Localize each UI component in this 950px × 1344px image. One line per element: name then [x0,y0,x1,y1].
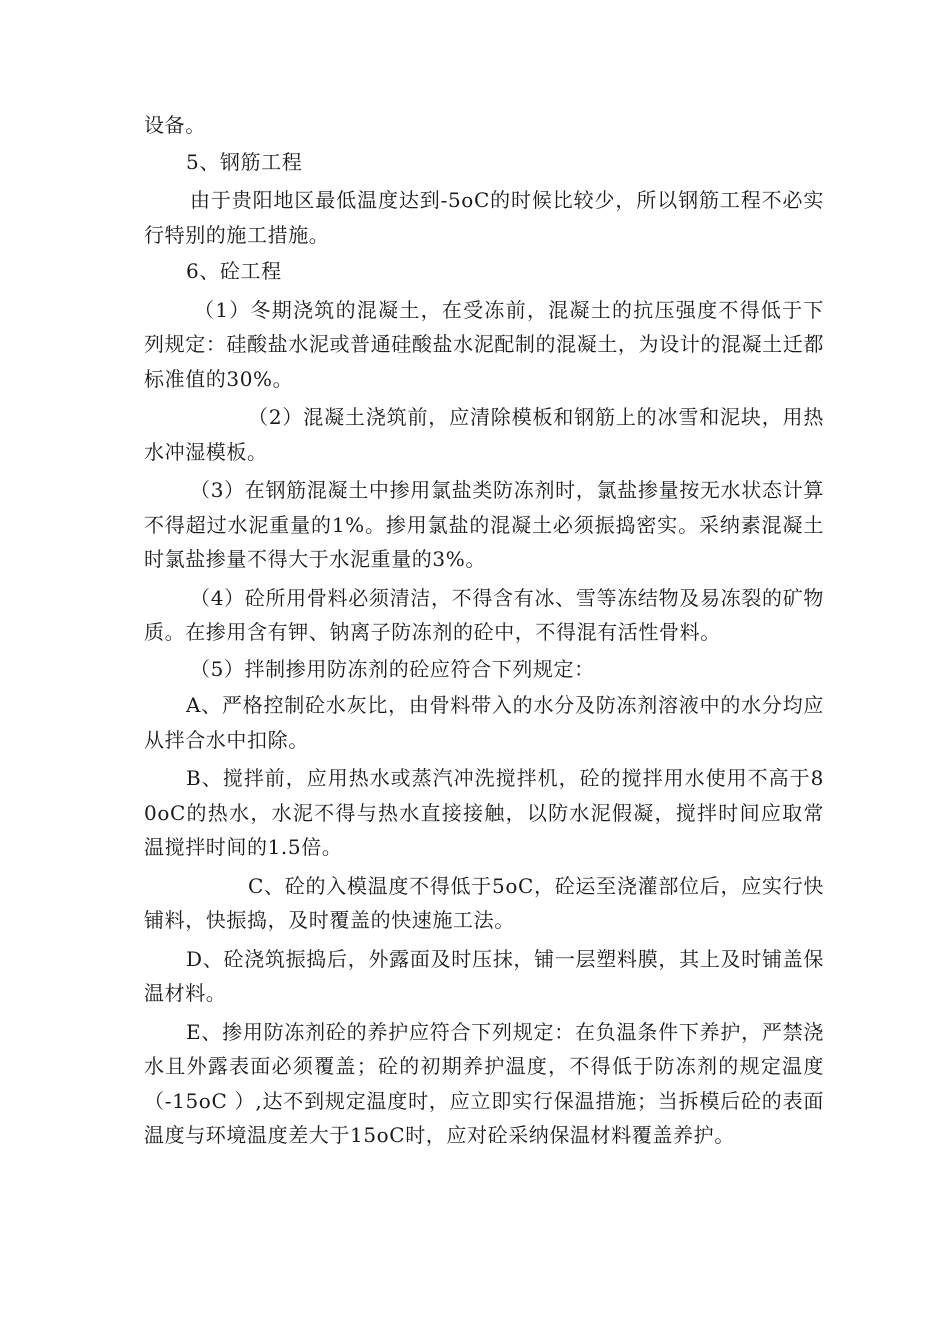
paragraph-item-5: （5）拌制掺用防冻剂的砼应符合下列规定： [190,656,595,681]
paragraph-item-1: （1）冬期浇筑的混凝土，在受冻前，混凝土的抗压强度不得低于下列规定：硅酸盐水泥或普通硅酸盐水泥配制的混凝土，为设计的混凝土迁都标准值的30%。 [144,297,824,391]
paragraph-b: B、搅拌前，应用热水或蒸汽冲洗搅拌机，砼的搅拌用水使用不高于80oC的热水，水泥不得与热水直接接触，以防水泥假凝，搅拌时间应取常温搅拌时间的1.5倍。 [144,766,824,859]
paragraph-c: C、砼的入模温度不得低于5oC，砼运至浇灌部位后，应实行快铺料，快振捣，及时覆盖的快速施工法。 [144,873,824,932]
paragraph-d: D、砼浇筑振捣后，外露面及时压抹，铺一层塑料膜，其上及时铺盖保温材料。 [144,946,824,1005]
paragraph-a: A、严格控制砼水灰比，由骨料带入的水分及防冻剂溶液中的水分均应从拌合水中扣除。 [144,693,824,752]
paragraph-1: 设备。 [144,113,206,137]
paragraph-item-2: （2）混凝土浇筑前，应清除模板和钢筋上的冰雪和泥块，用热水冲湿模板。 [144,405,824,464]
paragraph-rebar: 由于贵阳地区最低温度达到-5oC的时候比较少，所以钢筋工程不必实行特别的施工措施。 [144,188,824,247]
paragraph-item-4: （4）砼所用骨料必须清洁，不得含有冰、雪等冻结物及易冻裂的矿物质。在掺用含有钾、钠离子防冻剂的砼中，不得混有活性骨料。 [144,585,824,644]
paragraph-e: E、掺用防冻剂砼的养护应符合下列规定：在负温条件下养护，严禁浇水且外露表面必须覆盖；砼的初期养护温度，不得低于防冻剂的规定温度（-15oC ）,达不到规定温度时，应立即实行保温措施；当拆模后砼的表面温度与环境温度差大于15oC时，应对砼采纳保温材料覆盖养护。 [144,1019,824,1147]
section-heading-rebar: 5、钢筋工程 [186,149,303,174]
document-page [144,108,824,1153]
section-heading-concrete: 6、砼工程 [186,259,282,283]
paragraph-item-3: （3）在钢筋混凝土中掺用氯盐类防冻剂时，氯盐掺量按无水状态计算不得超过水泥重量的1%。掺用氯盐的混凝土必须振捣密实。采纳素混凝土时氯盐掺量不得大于水泥重量的3%。 [144,478,824,571]
